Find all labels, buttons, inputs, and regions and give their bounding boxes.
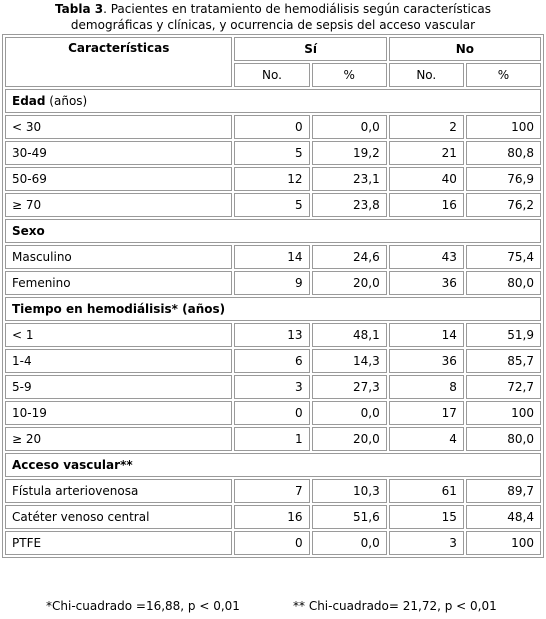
cell-no-n: 43 [389,245,464,269]
section-title-text: Edad [12,94,46,108]
table-row [5,401,541,425]
header-no: No [389,37,541,61]
cell-no-n: 36 [389,349,464,373]
cell-si-n: 5 [234,141,309,165]
cell-no-n: 16 [389,193,464,217]
cell-no-n: 14 [389,323,464,347]
cell-no-n: 8 [389,375,464,399]
cell-si-pct: 27,3 [312,375,387,399]
cell-no-n: 4 [389,427,464,451]
row-label: PTFE [5,531,232,555]
table-row [5,167,541,191]
cell-si-pct: 10,3 [312,479,387,503]
cell-no-pct: 76,2 [466,193,541,217]
subheader-no-pct: % [466,63,541,87]
table-row [5,323,541,347]
section-title-text: Acceso vascular** [12,458,133,472]
cell-no-pct: 48,4 [466,505,541,529]
section-title [5,219,541,243]
cell-no-n: 2 [389,115,464,139]
table-row [5,427,541,451]
cell-si-n: 13 [234,323,309,347]
cell-si-pct: 23,8 [312,193,387,217]
caption-text: . Pacientes en tratamiento de hemodiálisis según características [103,2,491,16]
section-title-note: (años) [45,94,88,108]
row-label: Catéter venoso central [5,505,232,529]
table-row [5,115,541,139]
cell-no-pct: 75,4 [466,245,541,269]
section-title [5,453,541,477]
cell-si-pct: 0,0 [312,115,387,139]
row-label: Femenino [5,271,232,295]
section-title [5,297,541,321]
row-label: < 30 [5,115,232,139]
section-row [5,297,541,321]
row-label: 1-4 [5,349,232,373]
cell-no-n: 15 [389,505,464,529]
cell-no-pct: 51,9 [466,323,541,347]
row-label: ≥ 70 [5,193,232,217]
row-label: Masculino [5,245,232,269]
caption-line2: demográficas y clínicas, y ocurrencia de sepsis del acceso vascular [70,18,476,32]
cell-no-pct: 72,7 [466,375,541,399]
cell-si-pct: 19,2 [312,141,387,165]
section-title-text: Sexo [12,224,45,238]
cell-si-n: 0 [234,115,309,139]
cell-si-n: 0 [234,401,309,425]
cell-no-pct: 80,8 [466,141,541,165]
cell-no-n: 40 [389,167,464,191]
row-label: < 1 [5,323,232,347]
table-row [5,193,541,217]
header-row [5,37,541,61]
section-title [5,89,541,113]
cell-si-pct: 20,0 [312,271,387,295]
subheader-no-n: No. [389,63,464,87]
section-title-text: Tiempo en hemodiálisis* (años) [12,302,226,316]
cell-si-n: 12 [234,167,309,191]
cell-si-n: 1 [234,427,309,451]
cell-si-pct: 0,0 [312,531,387,555]
cell-si-n: 16 [234,505,309,529]
cell-si-n: 7 [234,479,309,503]
cell-si-n: 5 [234,193,309,217]
table-row [5,505,541,529]
cell-si-n: 0 [234,531,309,555]
table-body [5,37,541,555]
cell-no-n: 21 [389,141,464,165]
subheader-si-n: No. [234,63,309,87]
cell-si-n: 14 [234,245,309,269]
cell-si-pct: 0,0 [312,401,387,425]
cell-no-pct: 100 [466,115,541,139]
table-row [5,271,541,295]
section-row [5,89,541,113]
row-label: 5-9 [5,375,232,399]
row-label: Fístula arteriovenosa [5,479,232,503]
caption-label: Tabla 3 [55,2,104,16]
cell-no-n: 61 [389,479,464,503]
cell-si-pct: 48,1 [312,323,387,347]
subheader-si-pct: % [312,63,387,87]
row-label: 50-69 [5,167,232,191]
table-row [5,141,541,165]
cell-si-pct: 51,6 [312,505,387,529]
row-label: 10-19 [5,401,232,425]
cell-no-pct: 89,7 [466,479,541,503]
row-label: ≥ 20 [5,427,232,451]
table-row [5,245,541,269]
cell-si-n: 3 [234,375,309,399]
cell-no-n: 17 [389,401,464,425]
footnote-1: *Chi-cuadrado =16,88, p < 0,01 [46,599,240,613]
section-row [5,219,541,243]
header-si: Sí [234,37,386,61]
table-row [5,531,541,555]
row-label: 30-49 [5,141,232,165]
header-characteristics: Características [5,37,232,87]
cell-no-pct: 100 [466,531,541,555]
cell-no-n: 3 [389,531,464,555]
cell-no-n: 36 [389,271,464,295]
table-row [5,349,541,373]
cell-no-pct: 80,0 [466,427,541,451]
cell-no-pct: 76,9 [466,167,541,191]
cell-si-n: 9 [234,271,309,295]
cell-si-pct: 20,0 [312,427,387,451]
cell-no-pct: 100 [466,401,541,425]
table-row [5,375,541,399]
table-row [5,479,541,503]
cell-si-pct: 24,6 [312,245,387,269]
cell-si-pct: 14,3 [312,349,387,373]
cell-si-pct: 23,1 [312,167,387,191]
footnote-2: ** Chi-cuadrado= 21,72, p < 0,01 [293,599,497,613]
cell-no-pct: 85,7 [466,349,541,373]
section-row [5,453,541,477]
table-caption [0,1,546,33]
cell-si-n: 6 [234,349,309,373]
cell-no-pct: 80,0 [466,271,541,295]
data-table [2,34,544,558]
